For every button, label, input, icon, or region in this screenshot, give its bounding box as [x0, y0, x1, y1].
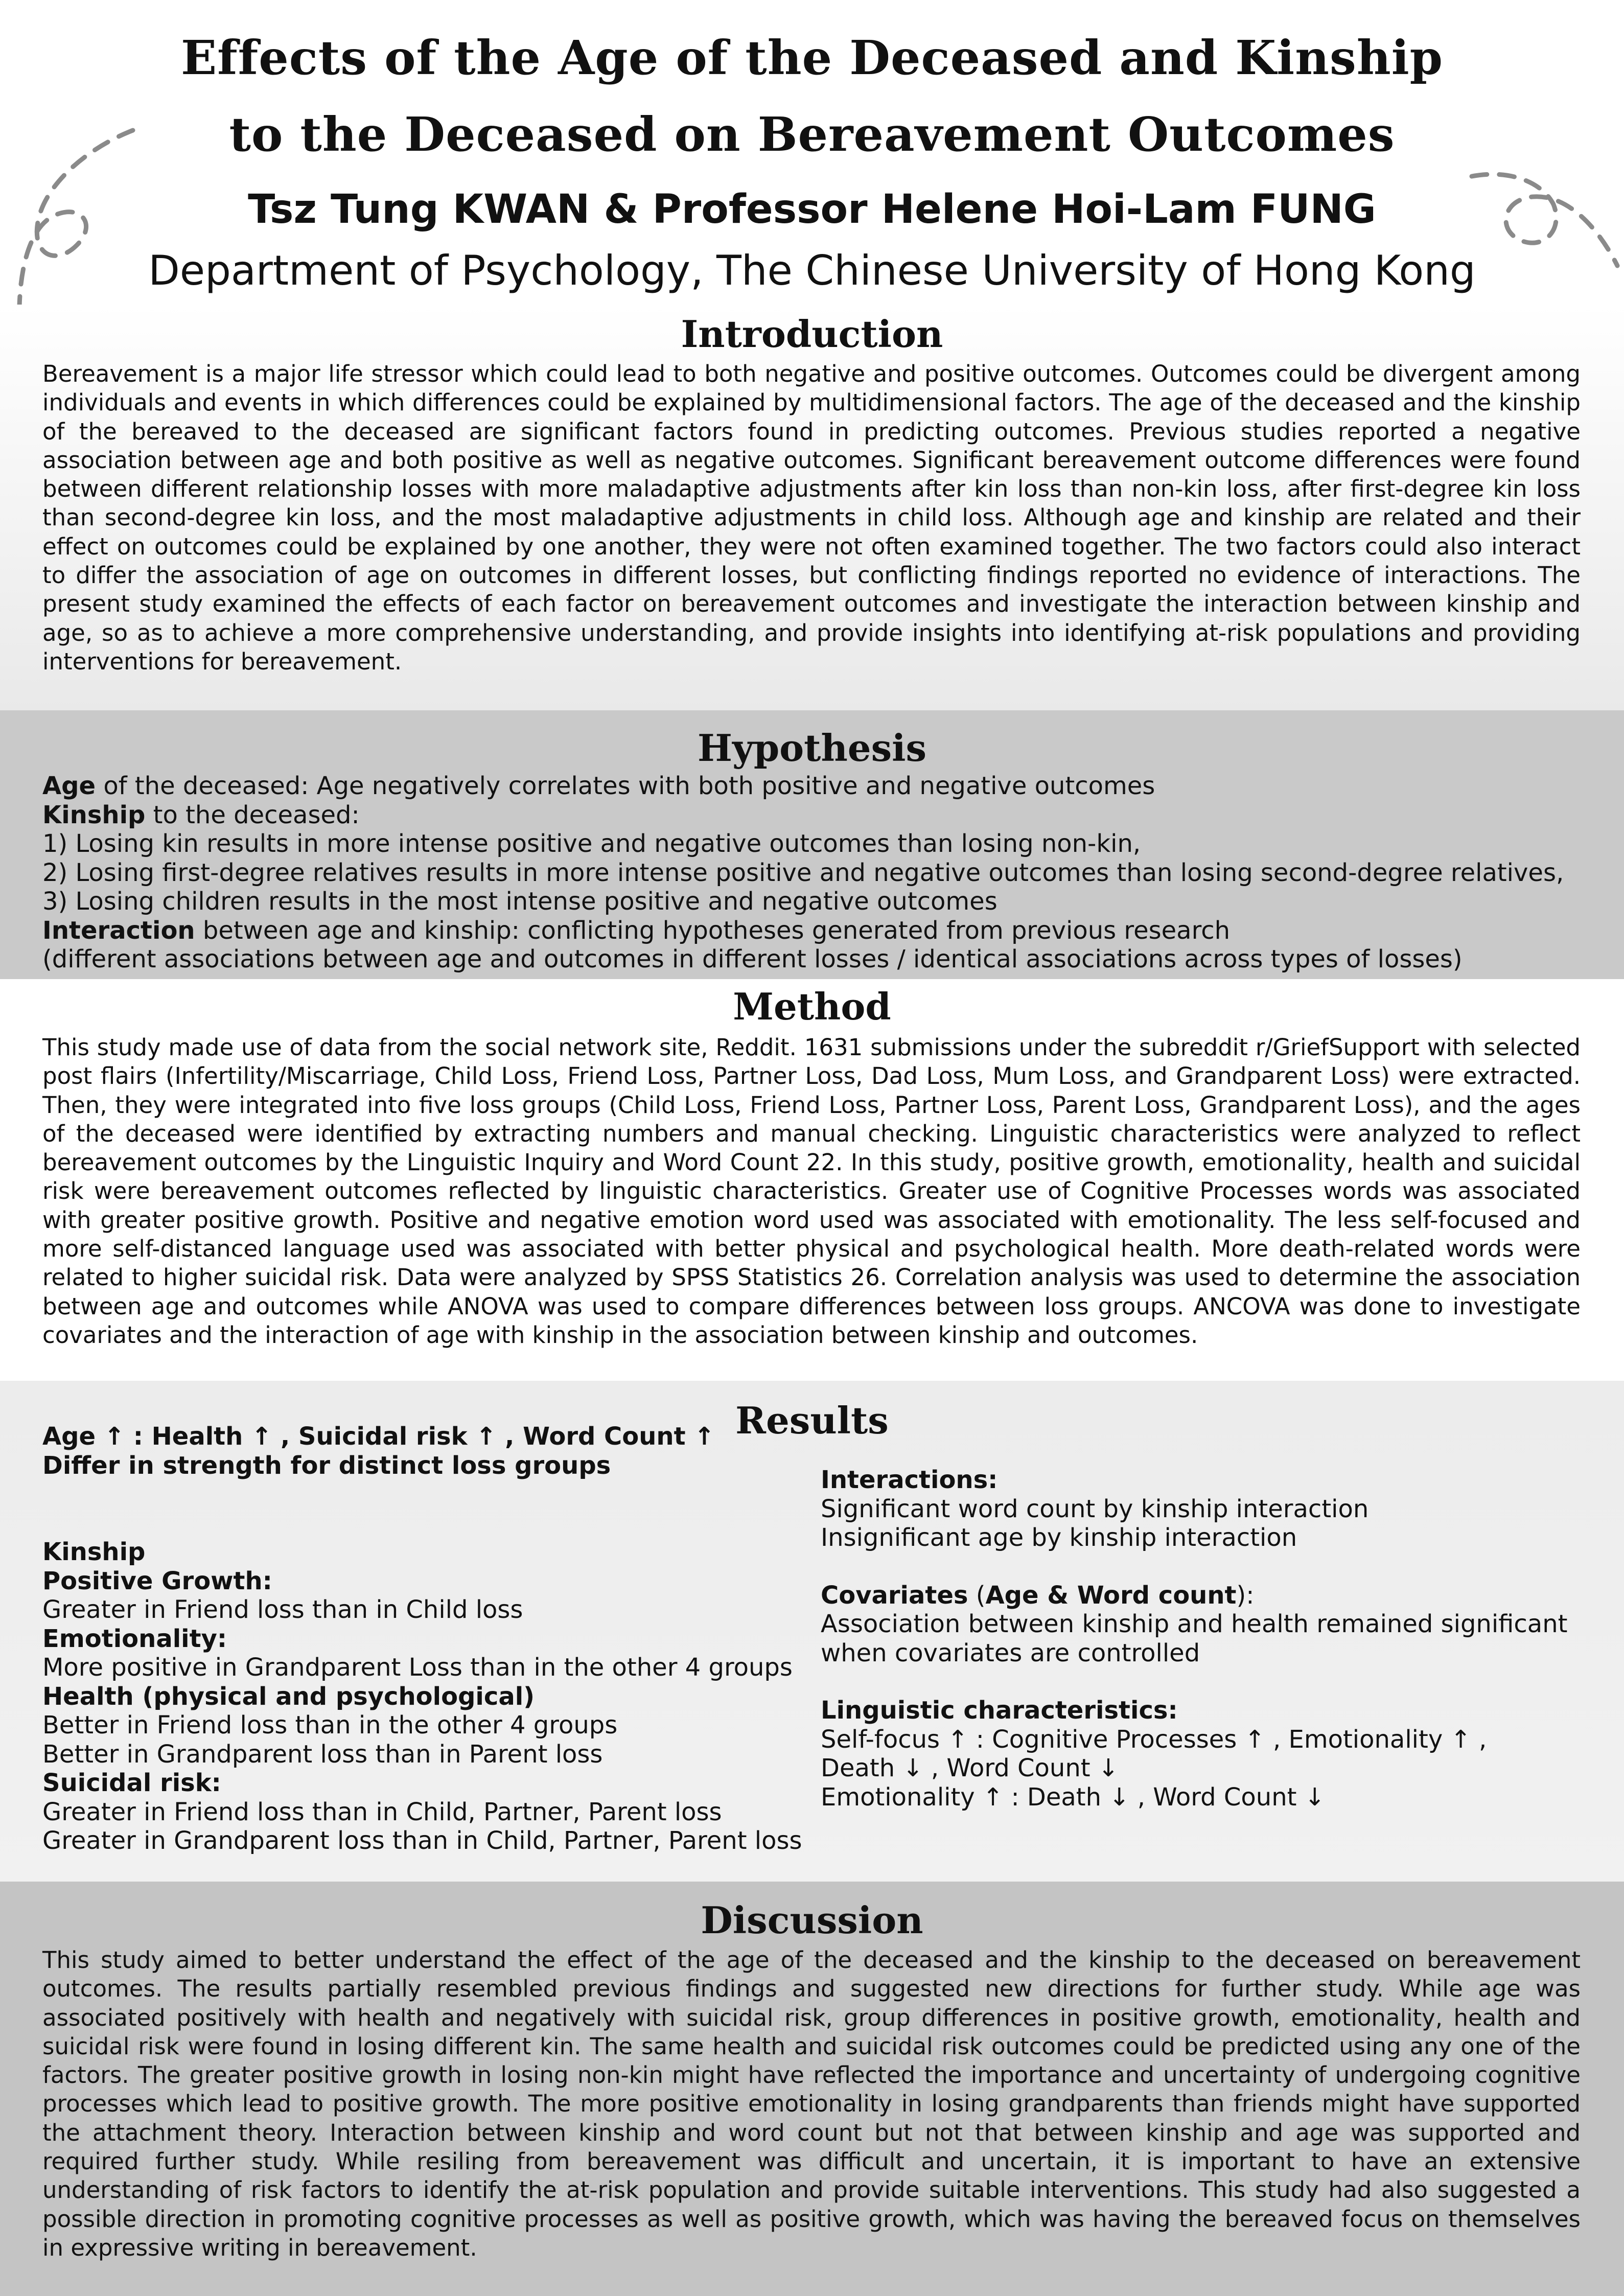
hypothesis-interaction-note: (different associations between age and outcomes in different losses / identical associations across types of losses) — [42, 945, 1463, 973]
results-suicidal-risk-label: Suicidal risk: — [42, 1769, 221, 1797]
hypothesis-kinship-line — [42, 801, 1564, 830]
method-body: This study made use of data from the social network site, Reddit. 1631 submissions under the subreddit r/GriefSupport with selected post flairs (Infertility/Miscarriage, Child Loss, Friend Loss, Partner Loss, Dad Loss, Mum Loss, and Grandparent Loss) were extracted. Then, they were integrated into five loss groups (Child Loss, Friend Loss, Partner Loss, Parent Loss, Grandparent Loss), and the ages of the deceased were identified by extracting numbers and manual checking. Linguistic characteristics were analyzed to reflect bereavement outcomes by the Linguistic Inquiry and Word Count 22. In this study, positive growth, emotionality, health and suicidal risk were bereavement outcomes reflected by linguistic characteristics. Greater use of Cognitive Processes words was associated with greater positive growth. Positive and negative emotion word used was associated with emotionality. The less self-focused and more self-distanced language used was associated with better physical and psychological health. More death-related words were related to higher suicidal risk. Data were analyzed by SPSS Statistics 26. Correlation analysis was used to determine the association between age and outcomes while ANOVA was used to compare differences between loss groups. ANCOVA was done to investigate covariates and the interaction of age with kinship in the association between kinship and outcomes. — [42, 1034, 1581, 1349]
poster-title-line-1: Effects of the Age of the Deceased and Kinship — [180, 30, 1444, 85]
results-spacer — [821, 1552, 1567, 1581]
results-interactions-2: Insignificant age by kinship interaction — [821, 1523, 1297, 1552]
authors: Tsz Tung KWAN & Professor Helene Hoi-Lam FUNG — [248, 187, 1376, 233]
hypothesis-age-text: of the deceased: Age negatively correlates with both positive and negative outcomes — [96, 772, 1155, 800]
results-interactions-1: Significant word count by kinship interaction — [821, 1494, 1369, 1523]
method-heading: Method — [733, 985, 891, 1028]
results-health-label: Health (physical and psychological) — [42, 1682, 535, 1711]
results-linguistic-label: Linguistic characteristics: — [821, 1696, 1178, 1725]
poster-title-line-2: to the Deceased on Bereavement Outcomes — [229, 107, 1395, 162]
results-linguistic-2: Death ↓ , Word Count ↓ — [821, 1754, 1119, 1782]
results-spacer — [821, 1667, 1567, 1696]
hypothesis-age-label: Age — [42, 772, 96, 800]
results-positive-growth-label: Positive Growth: — [42, 1566, 272, 1595]
hypothesis-interaction-label: Interaction — [42, 916, 195, 945]
hypothesis-body — [42, 772, 1564, 974]
hypothesis-heading: Hypothesis — [697, 726, 927, 770]
results-linguistic-3: Emotionality ↑ : Death ↓ , Word Count ↓ — [821, 1782, 1325, 1812]
results-spacer — [42, 1480, 802, 1538]
results-age-line: Age ↑ : Health ↑ , Suicidal risk ↑ , Word Count ↑ — [42, 1422, 715, 1451]
hypothesis-item-1: 1) Losing kin results in more intense positive and negative outcomes than losing non-kin, — [42, 829, 1141, 858]
results-suicidal-risk-2: Greater in Grandparent loss than in Child, Partner, Parent loss — [42, 1826, 802, 1855]
results-covariates-1: Association between kinship and health remained significant — [821, 1610, 1568, 1638]
results-differ-line: Differ in strength for distinct loss groups — [42, 1451, 611, 1480]
results-right-column — [821, 1466, 1567, 1812]
poster-title — [0, 19, 1624, 173]
introduction-heading: Introduction — [681, 312, 943, 356]
hypothesis-item-3: 3) Losing children results in the most intense positive and negative outcomes — [42, 887, 997, 916]
hypothesis-interaction-line — [42, 916, 1564, 945]
discussion-body: This study aimed to better understand the effect of the age of the deceased and the kinship to the deceased on bereavement outcomes. The results partially resembled previous findings and suggested new directions for further study. While age was associated positively with health and negatively with suicidal risk, group differences in positive growth, emotionality, health and suicidal risk were found in losing different kin. The same health and suicidal risk outcomes could be predicted using any one of the factors. The greater positive growth in losing non-kin might have reflected the importance and uncertainty of undergoing cognitive processes which lead to positive growth. The more positive emotionality in losing grandparents than friends might have supported the attachment theory. Interaction between kinship and word count but not that between kinship and age was supported and required further study. While resiling from bereavement was difficult and uncertain, it is important to have an extensive understanding of risk factors to identify the at-risk population and provide suitable interventions. This study had also suggested a possible direction in promoting cognitive processes as well as positive growth, which was having the bereaved focus on themselves in expressive writing in bereavement. — [42, 1946, 1581, 2261]
results-covariates-label: Covariates (Age & Word count): — [821, 1581, 1255, 1610]
results-covariates-2: when covariates are controlled — [821, 1638, 1200, 1667]
results-linguistic-1: Self-focus ↑ : Cognitive Processes ↑ , Emotionality ↑ , — [821, 1725, 1487, 1754]
results-emotionality-label: Emotionality: — [42, 1624, 227, 1653]
results-health-1: Better in Friend loss than in the other 4 groups — [42, 1711, 618, 1740]
hypothesis-interaction-text: between age and kinship: conflicting hypotheses generated from previous research — [195, 916, 1231, 945]
results-heading: Results — [735, 1399, 889, 1442]
results-suicidal-risk-1: Greater in Friend loss than in Child, Partner, Parent loss — [42, 1797, 722, 1826]
results-kinship-label: Kinship — [42, 1538, 146, 1566]
results-interactions-label: Interactions: — [821, 1466, 998, 1494]
results-health-2: Better in Grandparent loss than in Parent loss — [42, 1740, 603, 1769]
hypothesis-age-line — [42, 772, 1564, 801]
introduction-body: Bereavement is a major life stressor which could lead to both negative and positive outcomes. Outcomes could be divergent among individuals and events in which differences could be explained by multidimensional factors. The age of the deceased and the kinship of the bereaved to the deceased are significant factors found in predicting outcomes. Previous studies reported a negative association between age and both positive as well as negative outcomes. Significant bereavement outcome differences were found between different relationship losses with more maladaptive adjustments after kin loss than non-kin loss, after first-degree kin loss than second-degree kin loss, and the most maladaptive adjustments in child loss. Although age and kinship are related and their effect on outcomes could be explained by one another, they were not often examined together. The two factors could also interact to differ the association of age on outcomes in different losses, but conflicting findings reported no evidence of interactions. The present study examined the effects of each factor on bereavement outcomes and investigate the interaction between kinship and age, so as to achieve a more comprehensive understanding, and provide insights into identifying at-risk populations and providing interventions for bereavement. — [42, 360, 1581, 675]
results-positive-growth-1: Greater in Friend loss than in Child loss — [42, 1595, 523, 1624]
hypothesis-kinship-text: to the deceased: — [145, 800, 360, 829]
discussion-heading: Discussion — [701, 1898, 923, 1942]
department: Department of Psychology, The Chinese University of Hong Kong — [148, 247, 1476, 294]
hypothesis-item-2: 2) Losing first-degree relatives results in more intense positive and negative outcomes than losing second-degree relatives, — [42, 858, 1564, 887]
hypothesis-kinship-label: Kinship — [42, 800, 146, 829]
results-left-column — [42, 1422, 802, 1856]
results-emotionality-1: More positive in Grandparent Loss than in the other 4 groups — [42, 1653, 793, 1682]
